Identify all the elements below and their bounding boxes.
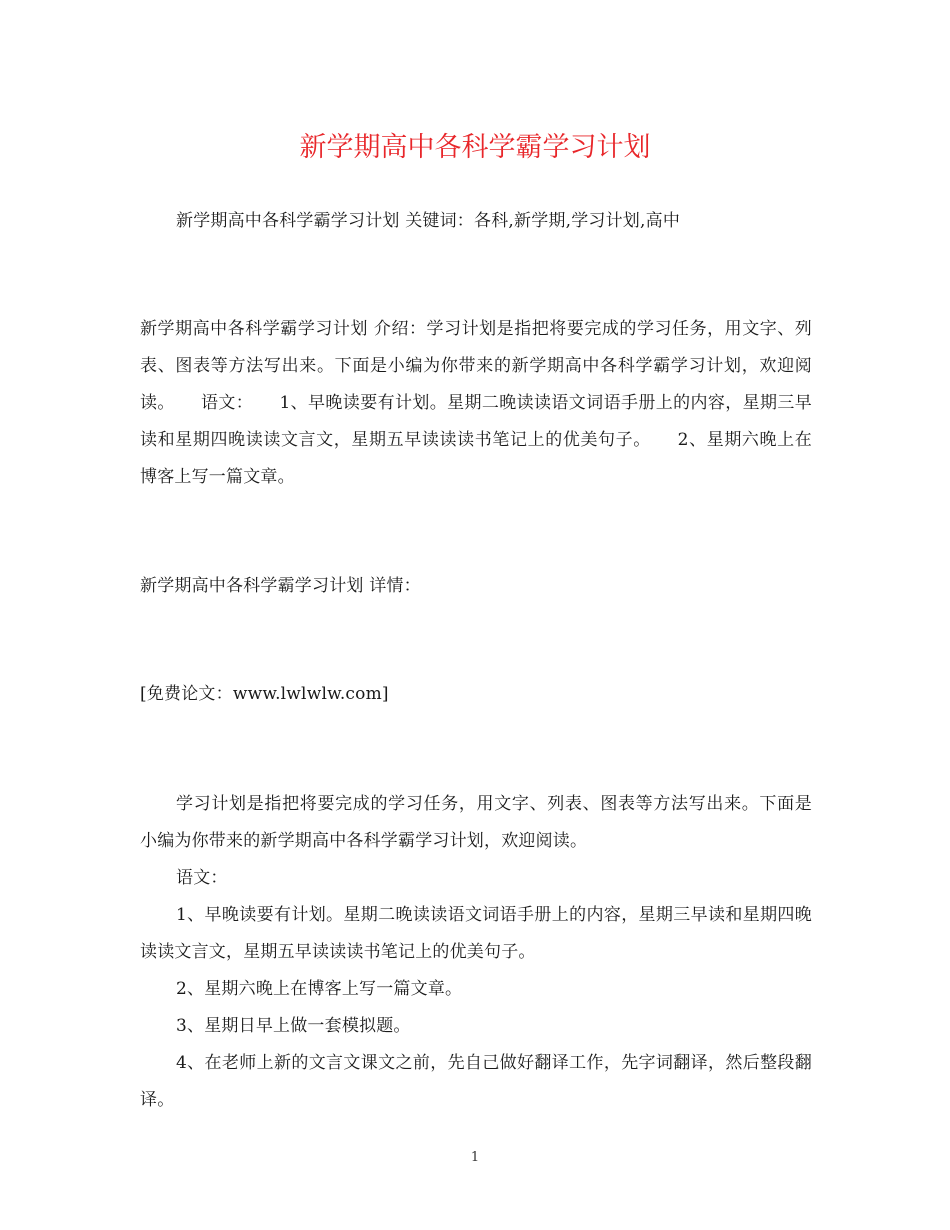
body-paragraph: 3、星期日早上做一套模拟题。 (176, 1016, 411, 1036)
details-label: 新学期高中各科学霸学习计划 详情： (140, 576, 421, 596)
body-paragraph: 4、在老师上新的文言文课文之前，先自己做好翻译工作，先字词翻译，然后整段翻译。 (140, 1053, 812, 1110)
body-paragraph: 1、早晚读要有计划。星期二晚读读语文词语手册上的内容，星期三早读和星期四晚读读文言文，星期五早读读读书笔记上的优美句子。 (140, 905, 812, 962)
page-number: 1 (470, 1150, 480, 1165)
keywords-line: 新学期高中各科学霸学习计划 关键词：各科,新学期,学习计划,高中 (176, 211, 681, 231)
body-paragraph: 2、星期六晚上在博客上写一篇文章。 (176, 979, 463, 999)
body-paragraph: 语文： (176, 868, 228, 888)
intro-paragraph: 新学期高中各科学霸学习计划 介绍：学习计划是指把将要完成的学习任务，用文字、列表、图表等方法写出来。下面是小编为你带来的新学期高中各科学霸学习计划，欢迎阅读。 语文： 1、早晚读要有计划。星期二晚读读语文词语手册上的内容，星期三早读和星期四晚读读文言文，星期五早读读读书笔记上的优美句子。 2、星期六晚上在博客上写一篇文章。 (140, 319, 812, 487)
body-paragraph: 学习计划是指把将要完成的学习任务，用文字、列表、图表等方法写出来。下面是小编为你带来的新学期高中各科学霸学习计划，欢迎阅读。 (140, 794, 812, 851)
source-note: [免费论文：www.lwlwlw.com] (140, 684, 389, 704)
body-text (140, 786, 812, 1119)
document-title: 新学期高中各科学霸学习计划 (299, 132, 651, 163)
